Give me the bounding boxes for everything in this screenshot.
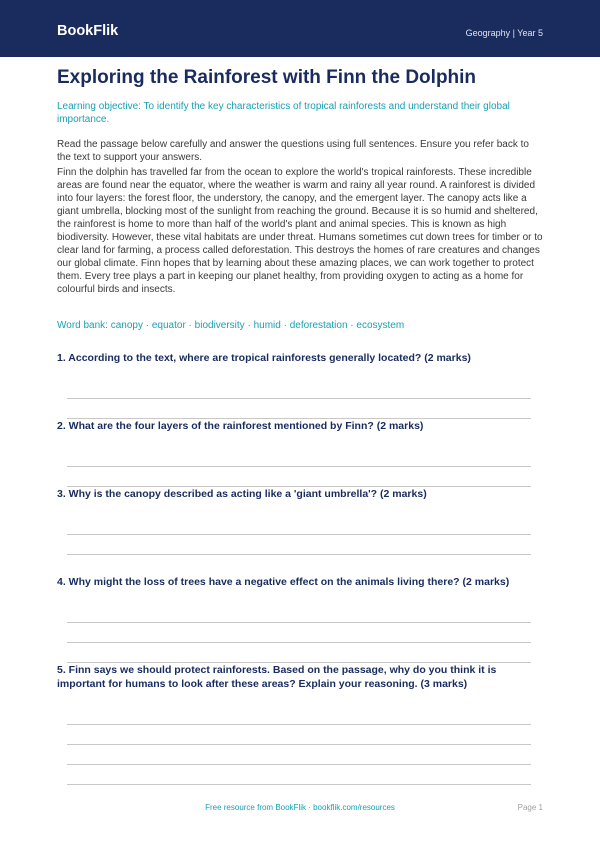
answer-line[interactable]	[67, 622, 531, 623]
brand-logo: BookFlik	[57, 23, 119, 39]
answer-line[interactable]	[67, 764, 531, 765]
answer-line[interactable]	[67, 724, 531, 725]
question-2: 2. What are the four layers of the rainforest mentioned by Finn? (2 marks)	[57, 420, 424, 432]
instructions: Read the passage below carefully and answer the questions using full sentences. Ensure you refer back to the text to support your answers.	[57, 139, 529, 163]
question-4: 4. Why might the loss of trees have a negative effect on the animals living there? (2 marks)	[57, 576, 510, 588]
answer-line[interactable]	[67, 642, 531, 643]
answer-line[interactable]	[67, 554, 531, 555]
subject-year-label: Geography | Year 5	[465, 28, 543, 38]
answer-line[interactable]	[67, 534, 531, 535]
answer-line[interactable]	[67, 784, 531, 785]
reading-passage: Finn the dolphin has travelled far from the ocean to explore the world's tropical rainforests. These incredible areas are found near the equator, where the weather is warm and rainy all year round. A rainforest is divided into four layers: the forest floor, the understory, the canopy, and the emergent layer. The canopy acts like a giant umbrella, blocking most of the sunlight from reaching the ground. Because it is so humid and sheltered, the rainforest is home to more than half of the world's plant and animal species. This is known as high biodiversity. However, these vital habitats are under threat. Humans sometimes cut down trees for timber or to clear land for farming, a process called deforestation. This destroys the homes of rare creatures and changes our global climate. Finn hopes that by learning about these amazing places, we can work together to protect them. Every tree plays a part in keeping our planet healthy, from providing oxygen to acting as a home for colourful birds and insects.	[57, 167, 543, 295]
learning-objective: Learning objective: To identify the key characteristics of tropical rainforests and understand their global importance.	[57, 101, 510, 125]
word-bank: Word bank: canopy · equator · biodiversity · humid · deforestation · ecosystem	[57, 320, 405, 331]
answer-line[interactable]	[67, 744, 531, 745]
question-3: 3. Why is the canopy described as acting like a 'giant umbrella'? (2 marks)	[57, 488, 427, 500]
question-5: 5. Finn says we should protect rainforests. Based on the passage, why do you think it is important for humans to look after these areas? Explain your reasoning. (3 marks)	[57, 664, 497, 690]
footer-credit: Free resource from BookFlik · bookflik.com/resources	[205, 803, 395, 812]
answer-line[interactable]	[67, 466, 531, 467]
page-number: Page 1	[517, 803, 543, 812]
question-1: 1. According to the text, where are tropical rainforests generally located? (2 marks)	[57, 352, 471, 364]
page-title: Exploring the Rainforest with Finn the Dolphin	[57, 67, 477, 88]
header-bar	[0, 0, 600, 57]
answer-line[interactable]	[67, 398, 531, 399]
